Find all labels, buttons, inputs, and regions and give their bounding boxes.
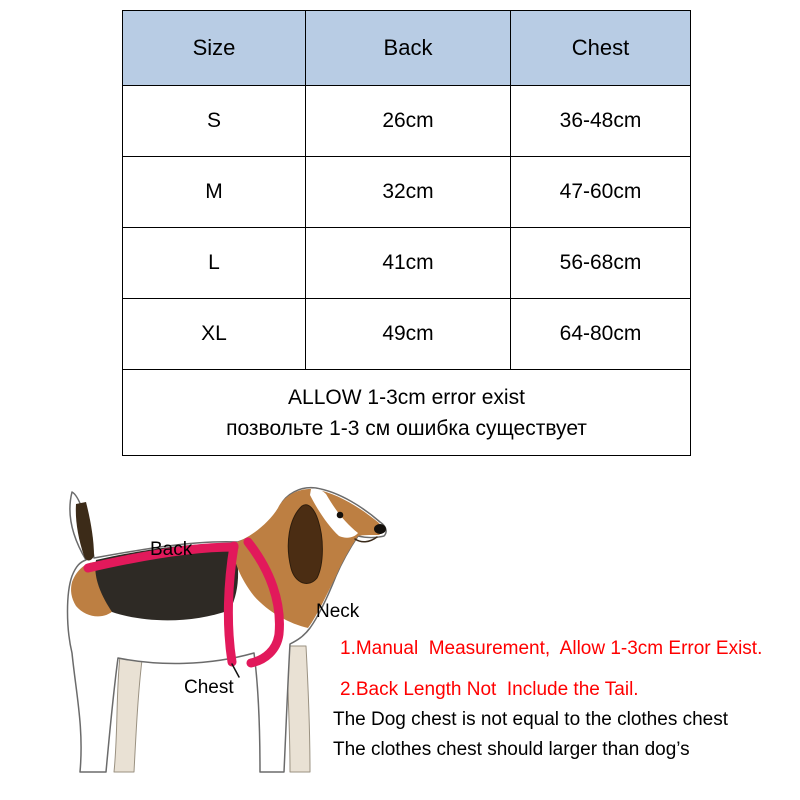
size-table — [122, 10, 691, 456]
size-cell: S — [123, 86, 306, 157]
table-row — [123, 157, 691, 228]
error-note-cell — [123, 370, 691, 456]
back-cell: 41cm — [306, 228, 511, 299]
note-manual-measurement: 1.Manual Measurement, Allow 1-3cm Error Exist. — [340, 638, 763, 659]
table-header-row — [123, 11, 691, 86]
table-row — [123, 86, 691, 157]
dog-nose — [374, 524, 386, 534]
note-back-length: 2.Back Length Not Include the Tail. — [340, 679, 639, 700]
back-label: Back — [150, 539, 193, 560]
size-cell: L — [123, 228, 306, 299]
chest-label: Chest — [184, 677, 234, 698]
dog-far-hind-leg — [114, 656, 142, 772]
error-note-ru: позвольте 1-3 см ошибка существует — [226, 416, 587, 440]
size-cell: M — [123, 157, 306, 228]
back-cell: 26cm — [306, 86, 511, 157]
chest-cell: 47-60cm — [511, 157, 691, 228]
chest-cell: 56-68cm — [511, 228, 691, 299]
dog-eye — [337, 512, 344, 519]
table-row — [123, 228, 691, 299]
col-header-chest: Chest — [511, 11, 691, 86]
back-cell: 49cm — [306, 299, 511, 370]
chest-pointer-line — [232, 664, 239, 677]
chest-cell: 64-80cm — [511, 299, 691, 370]
table-row — [123, 299, 691, 370]
note-clothes-chest: The clothes chest should larger than dog’s — [333, 739, 690, 760]
error-note-en: ALLOW 1-3cm error exist — [288, 385, 525, 409]
dog-tail-patch — [76, 502, 94, 561]
neck-label: Neck — [316, 601, 360, 622]
note-dog-chest: The Dog chest is not equal to the clothes chest — [333, 709, 729, 730]
size-cell: XL — [123, 299, 306, 370]
table-note-row — [123, 370, 691, 456]
col-header-back: Back — [306, 11, 511, 86]
back-cell: 32cm — [306, 157, 511, 228]
col-header-size: Size — [123, 11, 306, 86]
chest-cell: 36-48cm — [511, 86, 691, 157]
